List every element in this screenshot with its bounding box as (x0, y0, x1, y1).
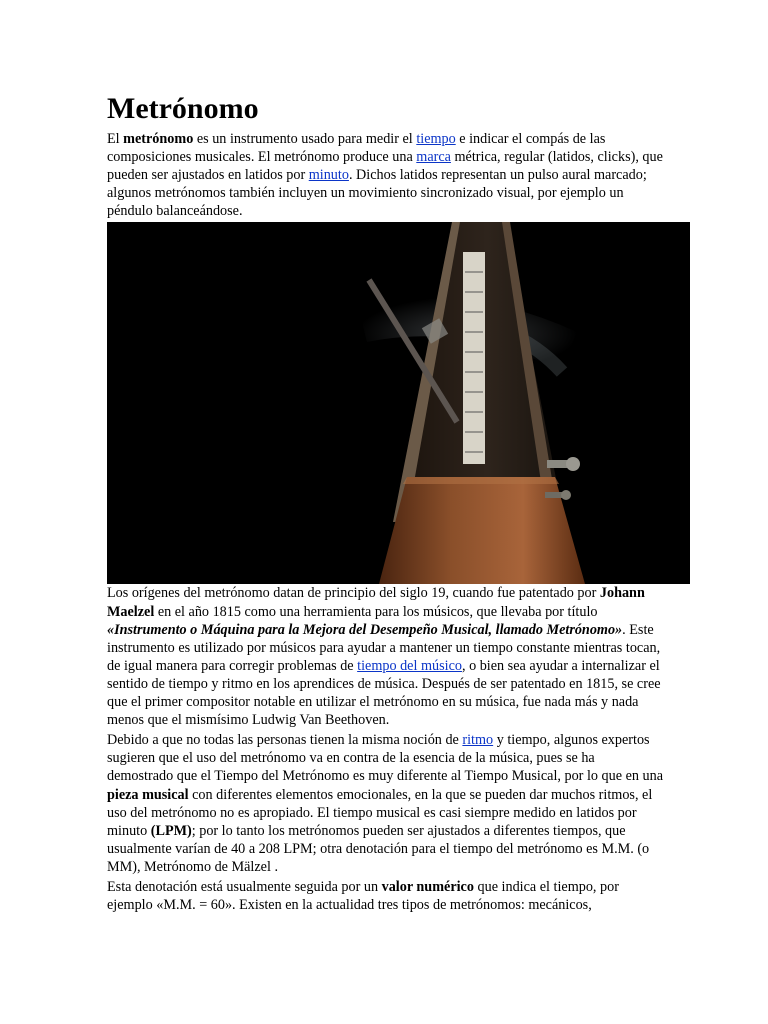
link-minuto[interactable]: minuto (308, 167, 349, 184)
patent-title: «Instrumento o Máquina para la Mejora del Desempeño Musical, llamado Metrónomo» (107, 621, 623, 638)
article-content (107, 92, 663, 916)
link-marca[interactable]: marca (416, 149, 451, 166)
page-title: Metrónomo (107, 92, 259, 125)
link-tiempo[interactable]: tiempo (416, 131, 456, 147)
term-johann-maelzel: Johann Maelzel (107, 585, 645, 620)
link-ritmo[interactable]: ritmo (462, 732, 494, 749)
denotation-paragraph: Esta denotación está usualmente seguida por un valor numérico que indica el tiempo, por ejemplo «M.M. = 60». Existen en la actualidad tres tipos de metrónomos: mecánicos, (107, 878, 619, 914)
history-paragraph: Los orígenes del metrónomo datan de principio del siglo 19, cuando fue patentado por Johann Maelzel en el año 1815 como una herramienta para los músicos, que llevaba por título «Instrumento o Máquina para la Mejora del Desempeño Musical, llamado Metrónomo». Este instrumento es utilizado por músicos para ayudar a mantener un tiempo constante mientras tocan, de igual manera para corregir problemas de tiempo del músico, o bien sea ayudar a internalizar el sentido de tiempo y ritmo en los aprendices de música. Después de ser patentado en 1815, se cree que el primer compositor notable en utilizar el metrónomo en su música, fue nada más y nada menos que el mismísimo Ludwig Van Beethoven. (107, 585, 661, 729)
term-lpm: (LPM) (150, 822, 192, 839)
term-metronomo: metrónomo (123, 131, 194, 147)
term-pieza-musical: pieza musical (107, 786, 189, 803)
metronome-photo (107, 222, 690, 584)
intro-paragraph: El metrónomo es un instrumento usado para medir el tiempo e indicar el compás de las composiciones musicales. El metrónomo produce una marca métrica, regular (latidos, clicks), que pueden ser ajustados en latidos por minuto. Dichos latidos representan un pulso aural marcado; algunos metrónomos también incluyen un movimiento sincronizado visual, por ejemplo un péndulo balanceándose. (107, 131, 663, 220)
term-valor-numerico: valor numérico (381, 878, 474, 895)
link-tiempo-del-musico[interactable]: tiempo del músico (357, 657, 462, 674)
debate-paragraph: Debido a que no todas las personas tienen la misma noción de ritmo y tiempo, algunos expertos sugieren que el uso del metrónomo va en contra de la esencia de la música, pues se ha demostrado que el Tiempo del Metrónomo es muy diferente al Tiempo Musical, por lo que en una pieza musical con diferentes elementos emocionales, en la que se pueden dar muchos ritmos, el uso del metrónomo no es apropiado. El tiempo musical es casi siempre medido en latidos por minuto (LPM); por lo tanto los metrónomos pueden ser ajustados a diferentes tiempos, que usualmente varían de 40 a 208 LPM; otra denotación para el tiempo del metrónomo es M.M. (o MM), Metrónomo de Mälzel . (107, 732, 663, 875)
